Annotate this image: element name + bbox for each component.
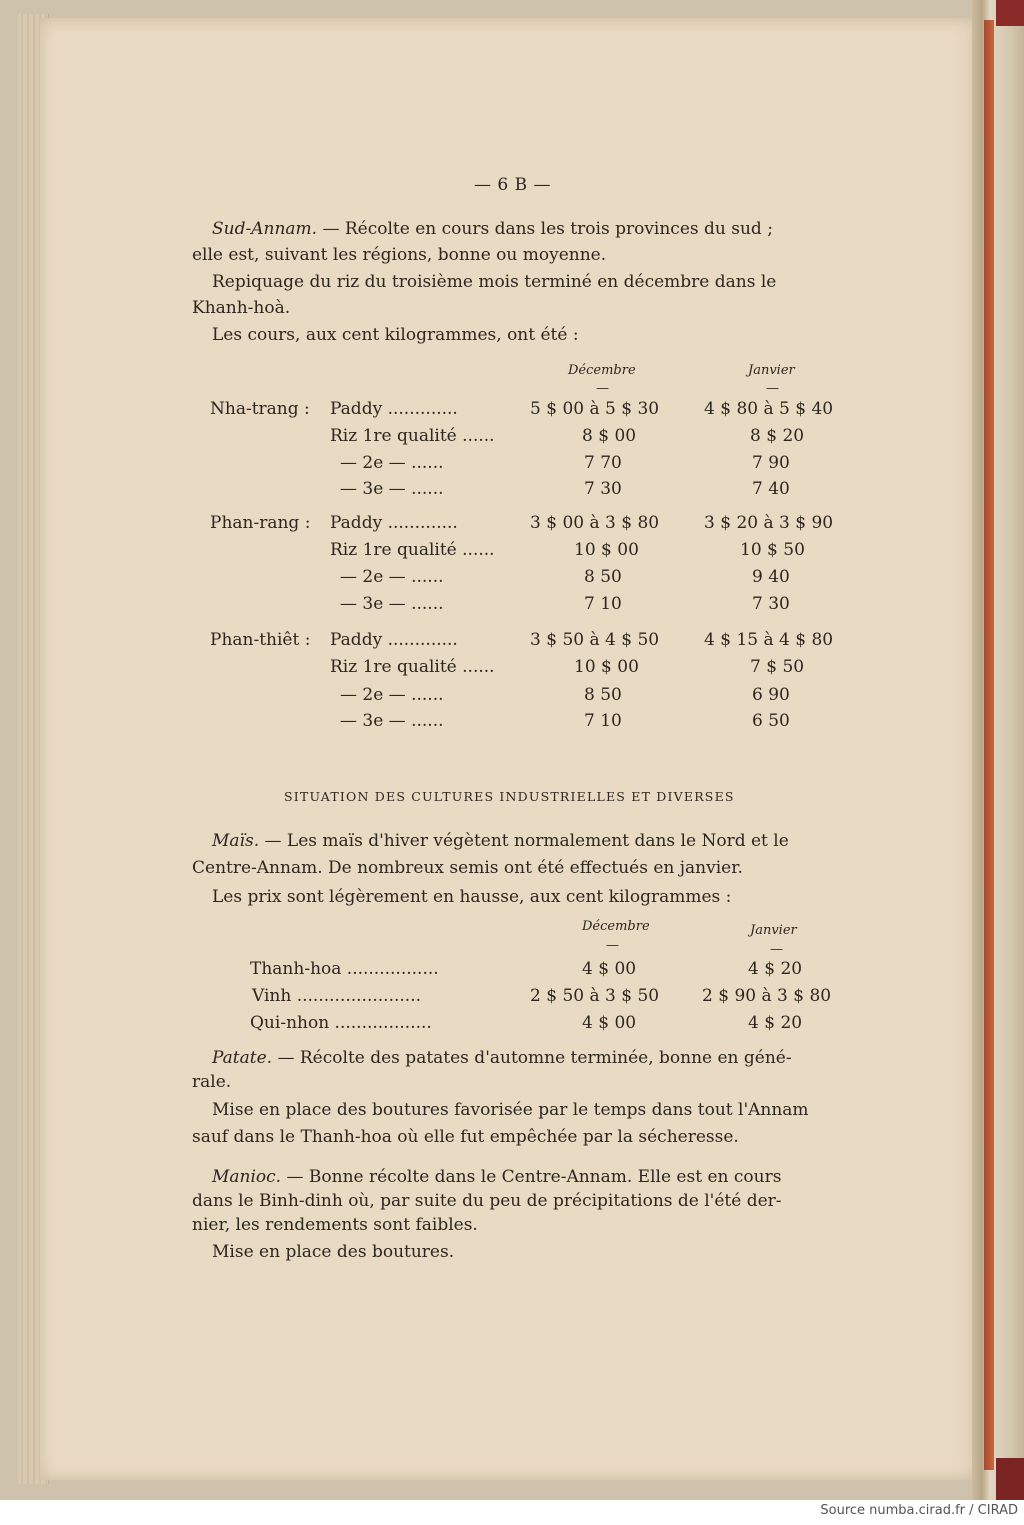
paragraph-mais-line3: Les prix sont légèrement en hausse, aux cent kilogrammes : — [212, 887, 732, 907]
mais-row-jan: 4 $ 20 — [748, 959, 803, 979]
rice-row-label: — 2e — ...... — [340, 453, 444, 473]
heading-patate: Patate. — [212, 1048, 273, 1068]
section-title: SITUATION DES CULTURES INDUSTRIELLES ET DIVERSES — [284, 789, 735, 804]
binding-cover-bottom — [996, 1458, 1024, 1500]
paragraph-repiquage-line1: Repiquage du riz du troisième mois terminé en décembre dans le — [212, 272, 777, 292]
rice-col-dash-decembre: — — [596, 381, 609, 396]
rice-row-jan: 4 $ 80 à 5 $ 40 — [704, 399, 834, 419]
rice-row-jan: 3 $ 20 à 3 $ 90 — [704, 513, 834, 533]
rice-row-jan: 10 $ 50 — [740, 540, 805, 560]
book-binding — [972, 0, 1024, 1500]
rice-row-label: — 3e — ...... — [340, 594, 444, 614]
rice-row-dec: 7 70 — [584, 453, 622, 473]
paragraph-patate-line1 — [212, 1047, 792, 1069]
heading-mais: Maïs. — [212, 831, 260, 851]
rice-row-dec: 5 $ 00 à 5 $ 30 — [530, 399, 660, 419]
paragraph-mais-line1 — [212, 830, 789, 852]
rice-col-header-decembre: Décembre — [568, 363, 636, 378]
mais-row-dec: 4 $ 00 — [582, 1013, 637, 1033]
rice-row-label: — 2e — ...... — [340, 567, 444, 587]
rice-row-label: — 3e — ...... — [340, 711, 444, 731]
rice-row-jan: 6 50 — [752, 711, 790, 731]
source-credit: Source numba.cirad.fr / CIRAD — [820, 1503, 1018, 1518]
rice-row-jan: 7 30 — [752, 594, 790, 614]
rice-row-label: Riz 1re qualité ...... — [330, 540, 495, 560]
rice-row-jan: 8 $ 20 — [750, 426, 805, 446]
rice-row-dec: 8 50 — [584, 685, 622, 705]
paragraph-manioc-line4: Mise en place des boutures. — [212, 1242, 455, 1262]
rice-place-nha-trang: Nha-trang : — [210, 399, 310, 419]
paragraph-manioc-line1 — [212, 1166, 781, 1188]
mais-row-label: Vinh ....................... — [252, 986, 422, 1006]
rice-row-label: Paddy ............. — [330, 630, 458, 650]
text: — Les maïs d'hiver végètent normalement dans le Nord et le — [259, 831, 789, 851]
rice-row-dec: 8 $ 00 — [582, 426, 637, 446]
mais-col-dash-decembre: — — [606, 938, 619, 953]
paragraph-repiquage-line2: Khanh-hoà. — [192, 298, 291, 318]
rice-row-label: Riz 1re qualité ...... — [330, 426, 495, 446]
rice-row-dec: 3 $ 50 à 4 $ 50 — [530, 630, 660, 650]
mais-row-label: Thanh-hoa ................. — [250, 959, 439, 979]
page-number: — 6 B — — [474, 175, 552, 195]
rice-place-phan-thiet: Phan-thiêt : — [210, 630, 311, 650]
rice-row-dec: 7 10 — [584, 711, 622, 731]
paragraph-sud-annam-line1 — [212, 218, 773, 240]
text: — Récolte des patates d'automne terminée, bonne en géné- — [272, 1048, 792, 1068]
mais-row-dec: 2 $ 50 à 3 $ 50 — [530, 986, 660, 1006]
heading-manioc: Manioc. — [212, 1167, 282, 1187]
rice-row-jan: 7 $ 50 — [750, 657, 805, 677]
binding-cover-top — [996, 0, 1024, 26]
rice-row-label: — 2e — ...... — [340, 685, 444, 705]
rice-col-dash-janvier: — — [766, 381, 779, 396]
rice-row-jan: 7 90 — [752, 453, 790, 473]
mais-col-header-decembre: Décembre — [582, 919, 650, 934]
mais-col-header-janvier: Janvier — [750, 923, 797, 938]
mais-col-dash-janvier: — — [770, 942, 783, 957]
rice-row-dec: 7 10 — [584, 594, 622, 614]
rice-row-jan: 7 40 — [752, 479, 790, 499]
paragraph-manioc-line3: nier, les rendements sont faibles. — [192, 1215, 478, 1235]
rice-row-dec: 7 30 — [584, 479, 622, 499]
rice-row-jan: 4 $ 15 à 4 $ 80 — [704, 630, 834, 650]
rice-place-phan-rang: Phan-rang : — [210, 513, 311, 533]
mais-row-jan: 2 $ 90 à 3 $ 80 — [702, 986, 832, 1006]
text: — Bonne récolte dans le Centre-Annam. Elle est en cours — [281, 1167, 782, 1187]
text: — Récolte en cours dans les trois provinces du sud ; — [317, 219, 773, 239]
heading-sud-annam: Sud-Annam. — [212, 219, 318, 239]
rice-row-label: Riz 1re qualité ...... — [330, 657, 495, 677]
paragraph-mais-line2: Centre-Annam. De nombreux semis ont été effectués en janvier. — [192, 858, 743, 878]
rice-row-label: Paddy ............. — [330, 399, 458, 419]
mais-row-label: Qui-nhon .................. — [250, 1013, 432, 1033]
mais-row-dec: 4 $ 00 — [582, 959, 637, 979]
mais-row-jan: 4 $ 20 — [748, 1013, 803, 1033]
rice-row-dec: 3 $ 00 à 3 $ 80 — [530, 513, 660, 533]
paragraph-patate-line2: rale. — [192, 1072, 232, 1092]
paragraph-manioc-line2: dans le Binh-dinh où, par suite du peu de précipitations de l'été der- — [192, 1191, 782, 1211]
rice-row-label: — 3e — ...... — [340, 479, 444, 499]
paragraph-cours: Les cours, aux cent kilogrammes, ont été : — [212, 325, 579, 345]
rice-row-jan: 9 40 — [752, 567, 790, 587]
paragraph-patate-line3: Mise en place des boutures favorisée par le temps dans tout l'Annam — [212, 1100, 809, 1120]
rice-row-dec: 10 $ 00 — [574, 540, 639, 560]
rice-col-header-janvier: Janvier — [748, 363, 795, 378]
rice-row-dec: 10 $ 00 — [574, 657, 639, 677]
paragraph-patate-line4: sauf dans le Thanh-hoa où elle fut empêchée par la sécheresse. — [192, 1127, 739, 1147]
rice-row-label: Paddy ............. — [330, 513, 458, 533]
paragraph-sud-annam-line2: elle est, suivant les régions, bonne ou moyenne. — [192, 245, 607, 265]
rice-row-jan: 6 90 — [752, 685, 790, 705]
rice-row-dec: 8 50 — [584, 567, 622, 587]
binding-edge — [984, 20, 994, 1470]
